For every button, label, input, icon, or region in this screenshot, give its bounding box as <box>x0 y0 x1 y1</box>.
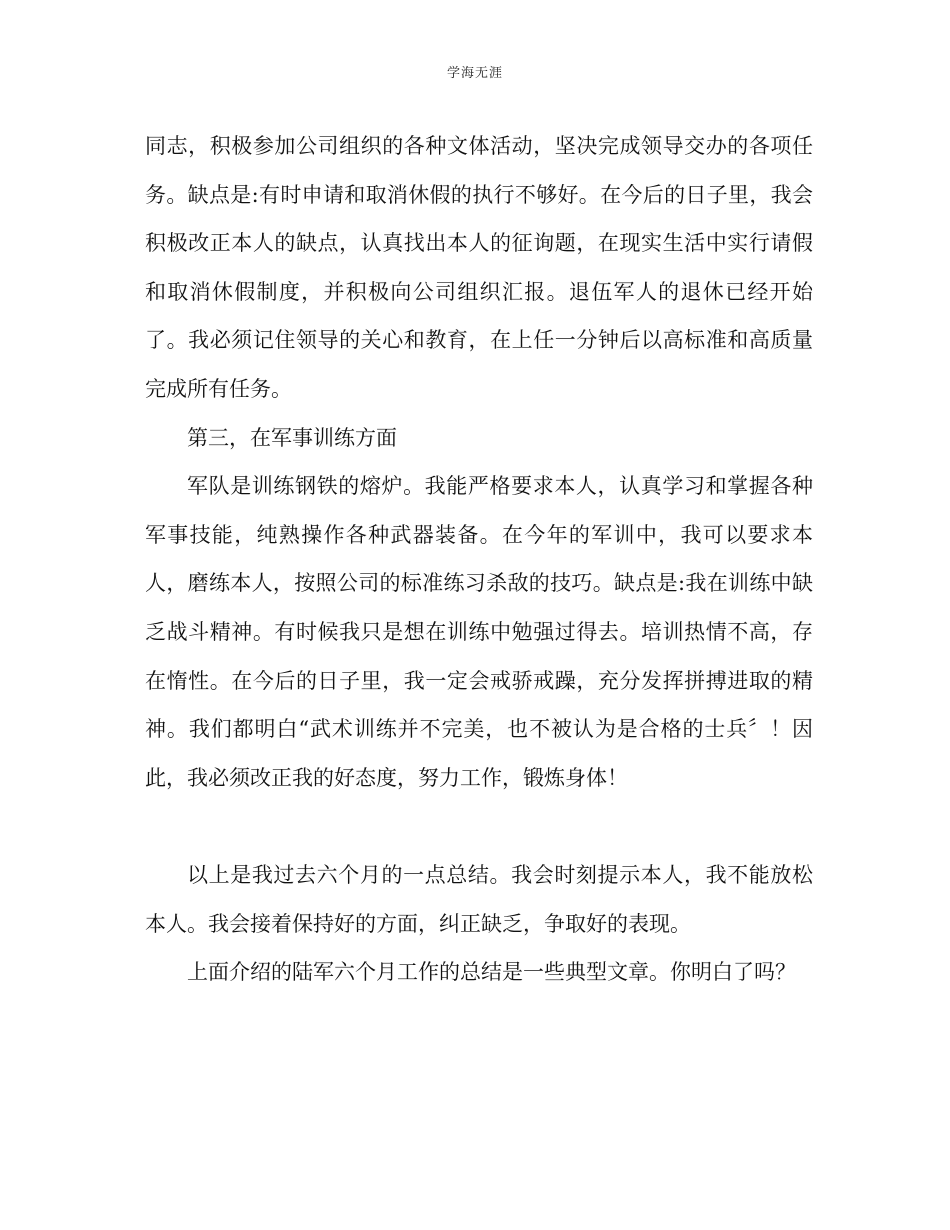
paragraph-continuation: 同志，积极参加公司组织的各种文体活动，坚决完成领导交办的各项任务。缺点是:有时申请和取消休假的执行不够好。在今后的日子里，我会积极改正本人的缺点，认真找出本人的征询题，在现实生活中实行请假和取消休假制度，并积极向公司组织汇报。退伍军人的退休已经开始了。我必须记住领导的关心和教育，在上任一分钟后以高标准和高质量完成所有任务。 <box>145 134 813 401</box>
paragraph-closing: 上面介绍的陆军六个月工作的总结是一些典型文章。你明白了吗？ <box>187 960 796 985</box>
paragraph-gap <box>145 802 813 851</box>
paragraph-summary: 以上是我过去六个月的一点总结。我会时刻提示本人，我不能放松本人。我会接着保持好的方面，纠正缺乏，争取好的表现。 <box>145 862 813 936</box>
page-header: 学海无涯 <box>446 66 503 81</box>
section-heading-military-training: 第三，在军事训练方面 <box>187 425 397 450</box>
paragraph-military-training: 军队是训练钢铁的熔炉。我能严格要求本人，认真学习和掌握各种军事技能，纯熟操作各种武器装备。在今年的军训中，我可以要求本人，磨练本人，按照公司的标准练习杀敌的技巧。缺点是:我在训练中缺乏战斗精神。有时候我只是想在训练中勉强过得去。培训热情不高，存在惰性。在今后的日子里，我一定会戒骄戒躁，充分发挥拼搏进取的精神。我们都明白“武术训练并不完美，也不被认为是合格的士兵〞！因此，我必须改正我的好态度，努力工作，锻炼身体！ <box>145 474 813 790</box>
document-body <box>145 122 813 997</box>
